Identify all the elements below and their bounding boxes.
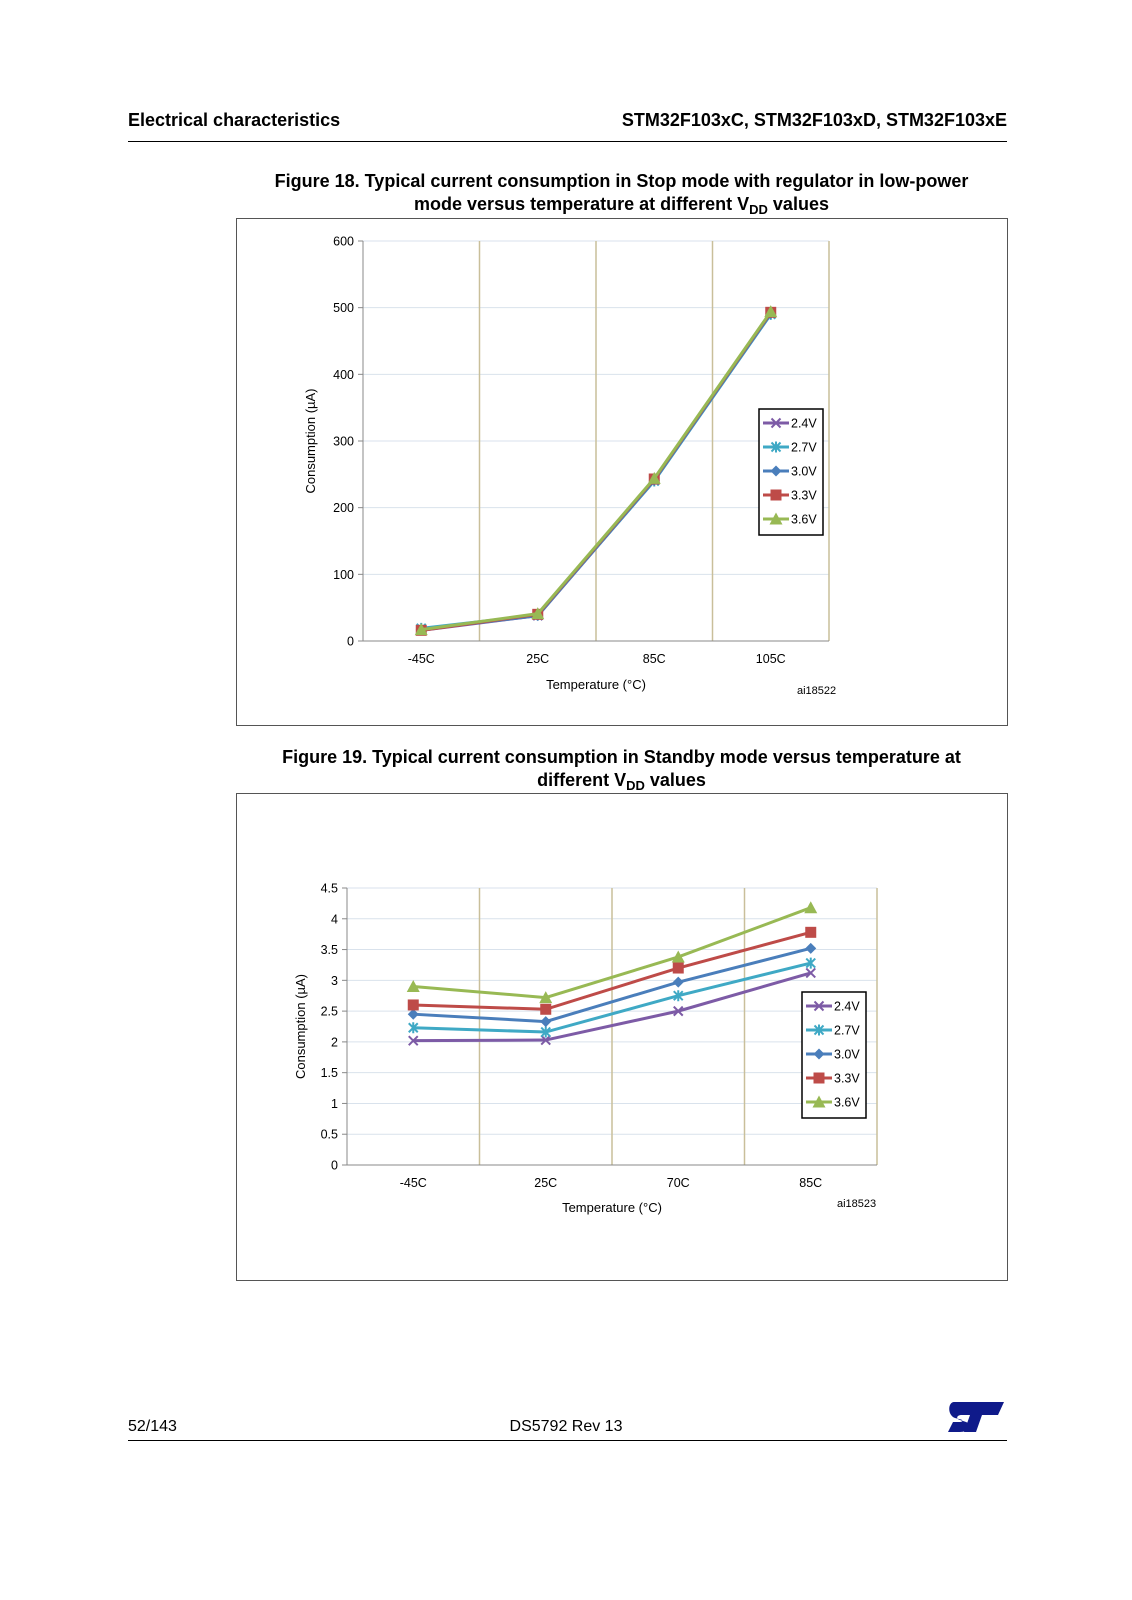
y-tick-label: 400 [333,367,354,382]
x-tick-label: -45C [399,1176,427,1190]
x-tick-label: 25C [526,652,550,666]
y-ticks [321,882,347,1173]
page-number: 52/143 [128,1418,177,1435]
legend-label: 2.7V [834,1023,860,1038]
section-title: Electrical characteristics [128,110,341,130]
figure-reference: ai18522 [797,685,837,697]
legend-label: 3.3V [791,488,817,503]
y-tick-label: 100 [333,567,354,582]
stop-mode-chart-svg [237,219,1007,725]
legend-label: 3.3V [834,1071,860,1086]
figure-19-title [236,746,1007,792]
legend-label: 3.0V [791,464,817,479]
x-axis-label: Temperature (°C) [546,677,646,692]
figure-19-title-line1: Figure 19. Typical current consumption in Standby mode versus temperature at [282,747,961,767]
x-ticks [400,1176,823,1190]
legend-label: 3.6V [834,1095,860,1110]
figure-18-title-line1: Figure 18. Typical current consumption in Stop mode with regulator in low-power [274,171,969,191]
y-tick-label: 0 [331,1158,338,1173]
y-tick-label: 600 [333,234,354,249]
y-tick-label: 1.5 [320,1066,338,1081]
header-divider [128,141,1007,142]
x-tick-label: 85C [799,1176,823,1190]
footer-divider [128,1440,1007,1441]
y-tick-label: 0 [347,634,354,649]
legend-item [806,1072,860,1086]
y-tick-label: 1 [331,1096,338,1111]
legend-label: 3.6V [791,512,817,527]
legend-label: 2.4V [791,416,817,431]
figure-19-title-line2: different $V_{DD}$ values [537,770,706,793]
figure-reference: ai18523 [837,1198,877,1210]
standby-mode-chart-svg [237,794,1007,1280]
part-numbers: STM32F103xC, STM32F103xD, STM32F103xE [621,110,1007,130]
data-point [408,999,419,1010]
legend-label: 2.4V [834,999,860,1014]
y-axis-label: Consumption (µA) [303,388,318,494]
y-tick-label: 3 [331,973,338,988]
x-tick-label: 70C [666,1176,690,1190]
legend [802,992,866,1118]
x-tick-label: 25C [534,1176,558,1190]
x-tick-label: 105C [755,652,786,666]
x-tick-label: 85C [642,652,666,666]
y-tick-label: 2 [331,1035,338,1050]
x-axis-label: Temperature (°C) [562,1200,662,1215]
figure-18-chart [236,218,1008,726]
y-tick-label: 0.5 [320,1127,338,1142]
data-point [540,1004,551,1015]
figure-19-chart [236,793,1008,1281]
x-ticks [408,652,786,666]
y-tick-label: 3.5 [320,943,338,958]
y-ticks [333,235,363,649]
legend-label: 2.7V [791,440,817,455]
legend [759,409,823,535]
data-point [805,927,816,938]
y-tick-label: 4 [331,912,338,927]
document-revision: DS5792 Rev 13 [509,1418,623,1435]
y-tick-label: 300 [333,434,354,449]
y-tick-label: 4.5 [320,881,338,896]
legend-marker [814,1073,825,1084]
y-axis-label: Consumption (µA) [293,973,308,1080]
legend-item [763,489,817,503]
figure-18-title [236,170,1007,216]
figure-18-title-line2: mode versus temperature at different $V_{DD}$ values [414,194,829,217]
legend-label: 3.0V [834,1047,860,1062]
data-point [673,963,684,974]
y-tick-label: 200 [333,501,354,516]
st-logo-icon [946,1400,1006,1434]
y-tick-label: 2.5 [320,1004,338,1019]
x-tick-label: -45C [407,652,435,666]
y-tick-label: 500 [333,301,354,316]
legend-marker [771,490,782,501]
